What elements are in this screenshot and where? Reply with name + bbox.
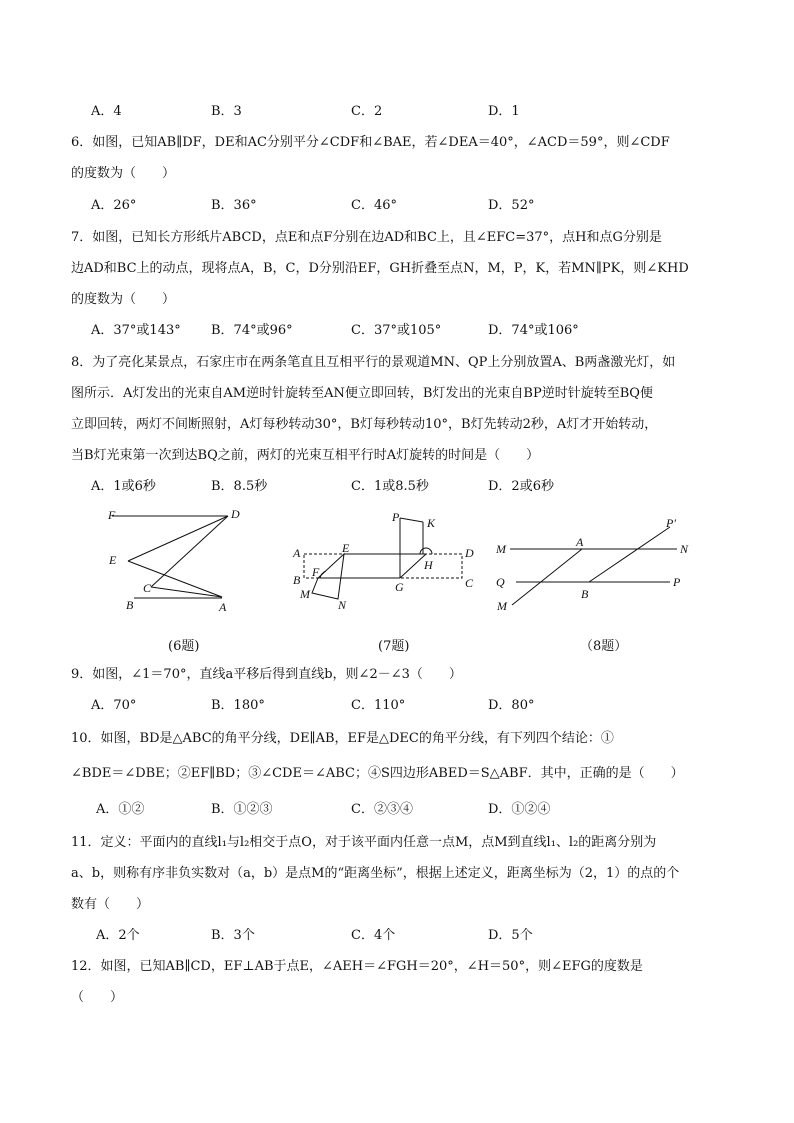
label-a: A	[576, 535, 584, 549]
q10-option-b: B．①②③	[211, 802, 273, 817]
q10-option-a: A．①②	[96, 802, 145, 817]
q11-stem-line3: 数有（ ）	[71, 897, 150, 912]
line-dc	[151, 516, 228, 587]
q8-option-d: D．2或6秒	[488, 479, 554, 494]
figure-q7-caption: (7题)	[378, 639, 410, 654]
label-n: N	[680, 542, 689, 556]
q7-option-c: C．37°或105°	[351, 323, 442, 338]
q5-option-d: D．1	[488, 104, 520, 119]
q10-stem-line2: ∠BDE＝∠DBE；②EF∥BD；③∠CDE＝∠ABC；④S四边形ABED＝S△ABF．其中，正确的是（ ）	[71, 766, 684, 781]
label-p: P	[673, 575, 681, 589]
label-f: F	[312, 565, 320, 579]
angle-khd-arc	[420, 548, 432, 554]
label-d: D	[465, 546, 474, 560]
label-h: H	[424, 558, 433, 572]
q9-option-c: C．110°	[351, 698, 406, 713]
q6-option-d: D．52°	[488, 198, 535, 213]
q11-option-d: D．5个	[488, 928, 533, 943]
q8-option-a: A．1或6秒	[91, 479, 156, 494]
q8-option-c: C．1或8.5秒	[351, 479, 429, 494]
q8-stem-line2: 图所示．A灯发出的光束自AM逆时针旋转至AN便立即回转，B灯发出的光束自BP逆时针旋转至BQ便	[71, 386, 653, 401]
q5-option-a: A．4	[91, 104, 122, 119]
line-ca	[151, 587, 222, 597]
label-m: M	[300, 587, 310, 601]
q10-option-c: C．②③④	[351, 802, 413, 817]
q7-option-a: A．37°或143°	[91, 323, 181, 338]
q11-option-c: C．4个	[351, 928, 396, 943]
label-c: C	[465, 576, 474, 590]
q12-stem-line1: 12．如图，已知AB∥CD，EF⊥AB于点E，∠AEH＝∠FGH＝20°，∠H＝50°，则∠EFG的度数是	[71, 959, 643, 974]
q8-option-b: B．8.5秒	[211, 479, 268, 494]
label-c: C	[143, 581, 152, 595]
label-b: B	[581, 587, 589, 601]
q6-option-c: C．46°	[351, 198, 397, 213]
label-m: M	[496, 542, 506, 556]
q5-option-c: C．2	[351, 104, 383, 119]
q9-option-a: A．70°	[91, 698, 137, 713]
label-a: A	[293, 546, 301, 560]
q11-stem-line1: 11．定义：平面内的直线l₁与l₂相交于点O，对于该平面内任意一点M，点M到直线l₁、l₂的距离分别为	[71, 835, 657, 850]
line-pk	[400, 518, 423, 522]
label-m-lower: M	[497, 599, 507, 613]
label-f: F	[108, 508, 116, 522]
label-b: B	[293, 573, 301, 587]
q6-stem-line1: 6．如图，已知AB∥DF，DE和AC分别平分∠CDF和∠BAE，若∠DEA＝40°，∠ACD＝59°，则∠CDF	[71, 135, 670, 150]
q11-option-b: B．3个	[211, 928, 255, 943]
label-g: G	[395, 580, 404, 594]
label-k: K	[427, 516, 436, 530]
rectangle-abcd	[304, 554, 462, 578]
line-bp-prime	[589, 527, 670, 582]
label-p-prime: P′	[666, 516, 676, 530]
q9-option-b: B．180°	[211, 698, 265, 713]
q8-stem-line4: 当B灯光束第一次到达BQ之前，两灯的光束互相平行时A灯旋转的时间是（ ）	[71, 448, 540, 463]
label-e: E	[342, 541, 350, 555]
figure-q7	[288, 508, 483, 618]
figure-q6	[100, 505, 260, 620]
label-q: Q	[496, 575, 505, 589]
label-b: B	[126, 598, 134, 612]
label-n: N	[338, 598, 347, 612]
line-ed	[128, 516, 228, 561]
q8-stem-line1: 8．为了亮化某景点，石家庄市在两条笔直且互相平行的景观道MN、QP上分别放置A、B两盏激光灯，如	[71, 355, 676, 370]
line-gh	[400, 554, 426, 578]
q6-option-a: A．26°	[91, 198, 137, 213]
q7-option-d: D．74°或106°	[488, 323, 579, 338]
q7-stem-line3: 的度数为（ ）	[71, 292, 176, 307]
q8-stem-line3: 立即回转，两灯不间断照射，A灯每秒转动30°，B灯每秒转动10°，B灯先转动2秒，A灯才开始转动，	[71, 417, 658, 432]
label-e: E	[109, 553, 117, 567]
q6-stem-line2: 的度数为（ ）	[71, 166, 176, 181]
q7-stem-line1: 7．如图，已知长方形纸片ABCD，点E和点F分别在边AD和BC上，且∠EFC=37°，点H和点G分别是	[71, 230, 662, 245]
q7-stem-line2: 边AD和BC上的动点，现将点A，B，C，D分别沿EF，GH折叠至点N，M，P，K，若MN∥PK，则∠KHD	[71, 261, 689, 276]
q10-stem-line1: 10．如图，BD是△ABC的角平分线，DE∥AB，EF是△DEC的角平分线，有下列四个结论：①	[71, 731, 614, 746]
line-am	[512, 549, 582, 605]
figure-q8-caption: （8题）	[580, 639, 628, 654]
q11-option-a: A．2个	[96, 928, 140, 943]
q9-stem-line1: 9．如图，∠1＝70°，直线a平移后得到直线b，则∠2－∠3（ ）	[71, 667, 462, 682]
q6-option-b: B．36°	[211, 198, 257, 213]
q11-stem-line2: a、b，则称有序非负实数对（a，b）是点M的“距离坐标”，根据上述定义，距离坐标为（2，1）的点的个	[71, 866, 680, 881]
label-p: P	[392, 510, 400, 524]
label-a: A	[219, 600, 227, 614]
q7-option-b: B．74°或96°	[211, 323, 293, 338]
figure-q6-caption: (6题)	[168, 639, 200, 654]
q9-option-d: D．80°	[488, 698, 535, 713]
q12-stem-line2: （ ）	[71, 990, 124, 1005]
label-d: D	[231, 507, 240, 521]
q10-option-d: D．①②④	[488, 802, 551, 817]
figure-q8	[492, 512, 702, 617]
q5-option-b: B．3	[211, 104, 242, 119]
